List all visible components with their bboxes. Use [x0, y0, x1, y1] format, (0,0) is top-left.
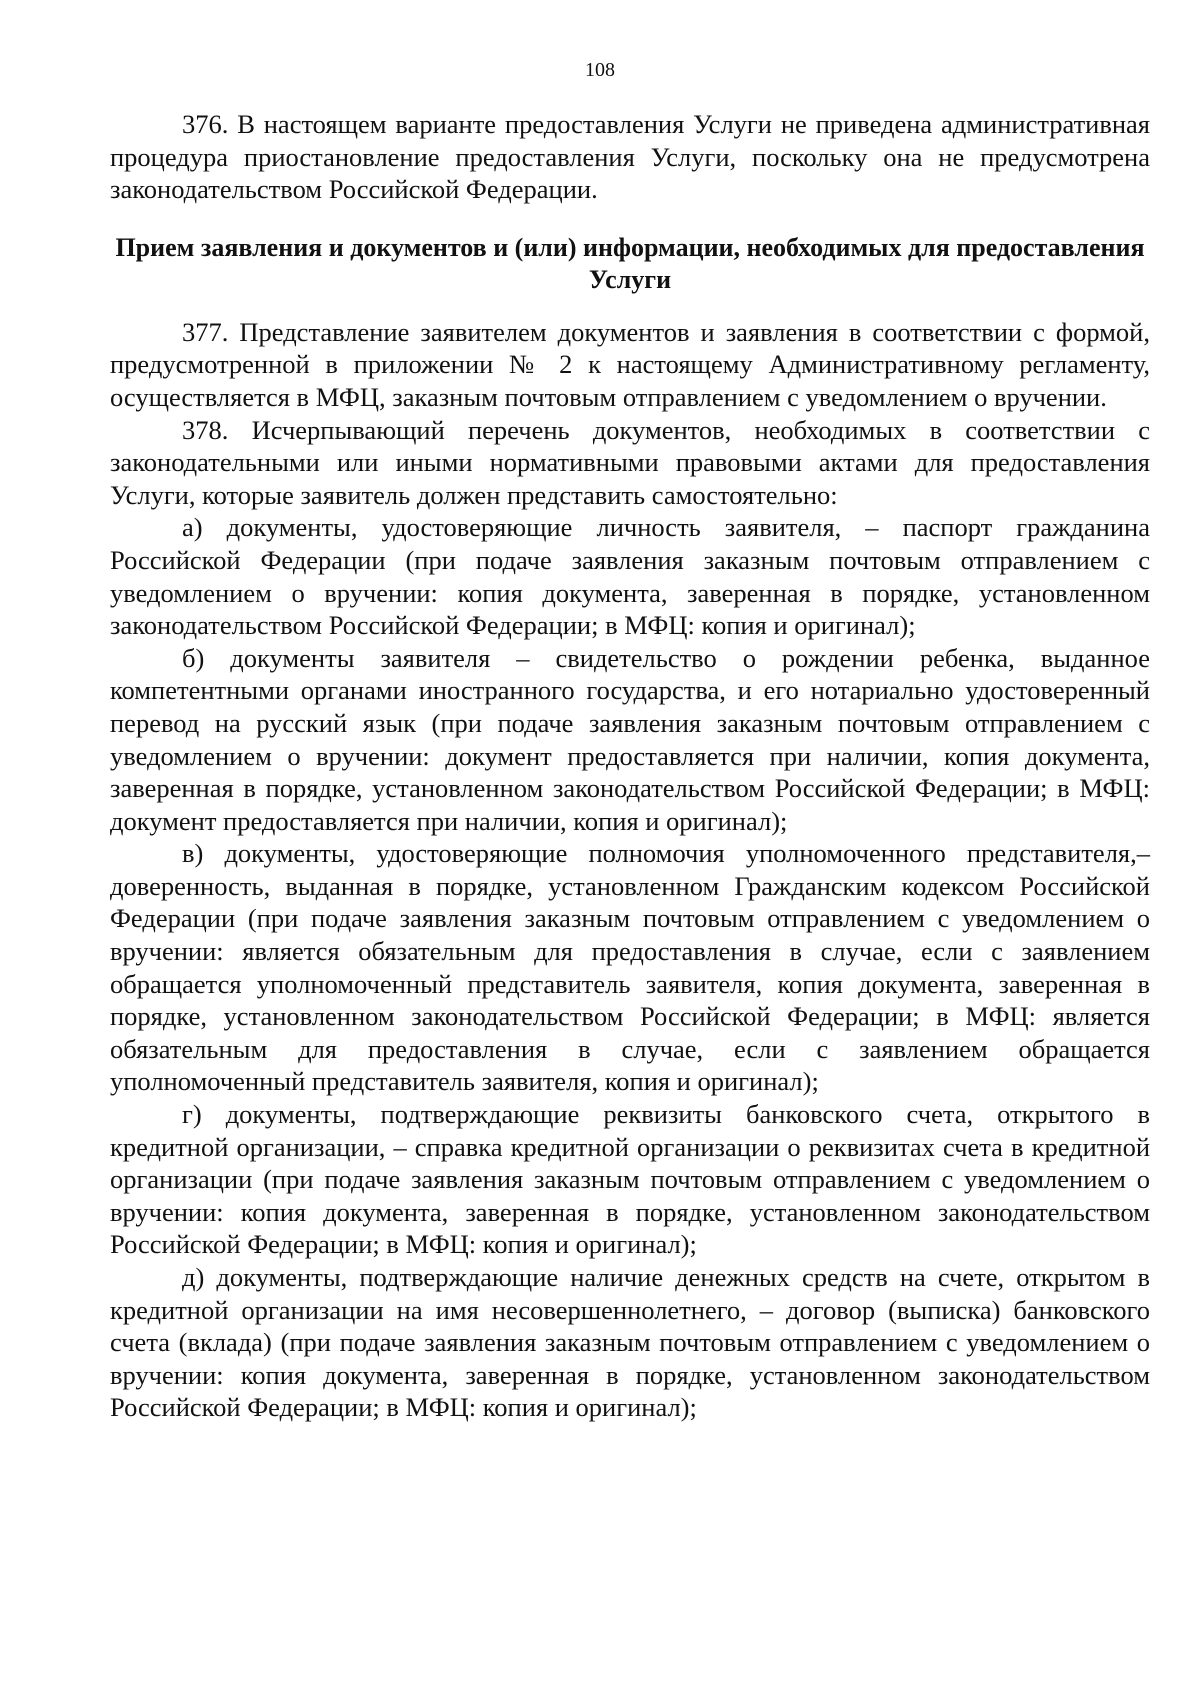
list-item-d: д) документы, подтверждающие наличие денежных средств на счете, открытом в кредитной организации на имя несовершеннолетнего, – договор (выписка) банковского счета (вклада) (при подаче заявления заказным почтовым отправлением с уведомлением о вручении: копия документа, заверенная в порядке, установленном законодательством Российской Федерации; в МФЦ: копия и оригинал); — [110, 1262, 1150, 1423]
list-item-a: а) документы, удостоверяющие личность заявителя, – паспорт гражданина Российской Федерации (при подаче заявления заказным почтовым отправлением с уведомлением о вручении: копия документа, заверенная в порядке, установленном законодательством Российской Федерации; в МФЦ: копия и оригинал); — [110, 512, 1150, 641]
paragraph-376: 376. В настоящем варианте предоставления Услуги не приведена административная процедура приостановление предоставления Услуги, поскольку она не предусмотрена законодательством Российской Федерации. — [110, 109, 1150, 205]
list-item-g: г) документы, подтверждающие реквизиты банковского счета, открытого в кредитной организации, – справка кредитной организации о реквизитах счета в кредитной организации (при подаче заявления заказным почтовым отправлением с уведомлением о вручении: копия документа, заверенная в порядке, установленном законодательством Российской Федерации; в МФЦ: копия и оригинал); — [110, 1099, 1150, 1260]
section-heading: Прием заявления и документов и (или) информации, необходимых для предоставления Услуги — [115, 232, 1145, 294]
paragraph-378: 378. Исчерпывающий перечень документов, необходимых в соответствии с законодательными или иными нормативными правовыми актами для предоставления Услуги, которые заявитель должен представить самостоятельно: — [110, 414, 1150, 510]
document-body — [110, 108, 1150, 1424]
list-item-v: в) документы, удостоверяющие полномочия уполномоченного представителя,– доверенность, выданная в порядке, установленном Гражданским кодексом Российской Федерации (при подаче заявления заказным почтовым отправлением с уведомлением о вручении: является обязательным для предоставления в случае, если с заявлением обращается уполномоченный представитель заявителя, копия документа, заверенная в порядке, установленном законодательством Российской Федерации; в МФЦ: является обязательным для предоставления в случае, если с заявлением обращается уполномоченный представитель заявителя, копия и оригинал); — [110, 838, 1150, 1097]
page-number: 108 — [585, 59, 615, 81]
paragraph-377: 377. Представление заявителем документов и заявления в соответствии с формой, предусмотренной в приложении № 2 к настоящему Административному регламенту, осуществляется в МФЦ, заказным почтовым отправлением с уведомлением о вручении. — [110, 316, 1150, 412]
list-item-b: б) документы заявителя – свидетельство о рождении ребенка, выданное компетентными органами иностранного государства, и его нотариально удостоверенный перевод на русский язык (при подаче заявления заказным почтовым отправлением с уведомлением о вручении: документ предоставляется при наличии, копия документа, заверенная в порядке, установленном законодательством Российской Федерации; в МФЦ: документ предоставляется при наличии, копия и оригинал); — [110, 642, 1150, 836]
